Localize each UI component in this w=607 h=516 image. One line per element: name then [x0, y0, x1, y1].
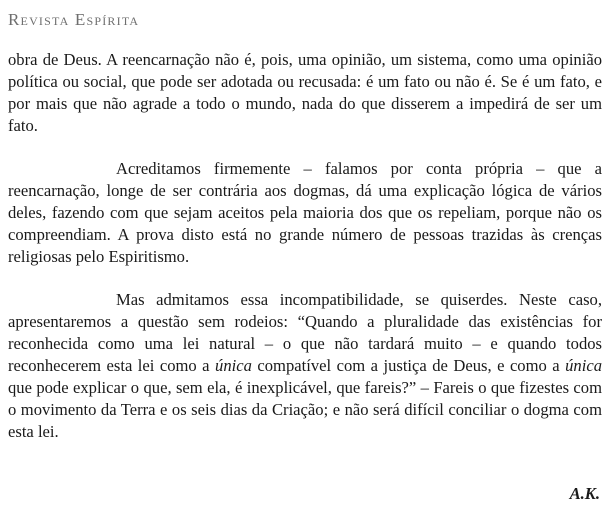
- emphasis-unica-1: única: [215, 356, 252, 375]
- paragraph-1: [8, 49, 602, 137]
- paragraph-2-text: Acreditamos firmemente – falamos por conta própria – que a reencarnação, longe de ser contrária aos dogmas, dá uma explicação lógica de vários deles, fazendo com que sejam aceitos pela maioria dos que os repeliam, porque não os compreendiam. A prova disto está no grande número de pessoas trazidas às crenças religiosas pelo Espiritismo.: [8, 159, 602, 266]
- emphasis-unica-2: única: [565, 356, 602, 375]
- body-text: [8, 49, 602, 443]
- paragraph-3-text-c: que pode explicar o que, sem ela, é inexplicável, que fareis?” – Fareis o que fizestes com o movimento da Terra e os seis dias da Criação; e não será difícil conciliar o dogma com esta lei.: [8, 378, 602, 441]
- paragraph-3: [8, 289, 602, 443]
- paragraph-2: [8, 158, 602, 268]
- author-signature: A.K.: [569, 484, 600, 503]
- running-header: Revista Espírita: [8, 10, 140, 29]
- paragraph-3-text-a: Mas admitamos essa incompatibilidade, se quiserdes. Neste caso, apresentaremos a questão sem rodeios: “Quando a pluralidade das existências for reconhecida como uma lei natural – o que não tardará muito – e quando todos reconhecerem esta lei como a: [8, 290, 602, 375]
- paragraph-1-text: obra de Deus. A reencarnação não é, pois, uma opinião, um sistema, como uma opinião política ou social, que pode ser adotada ou recusada: é um fato ou não é. Se é um fato, e por mais que não agrade a todo o mundo, nada do que disserem a impedirá de ser um fato.: [8, 50, 602, 135]
- paragraph-3-text-b: compatível com a justiça de Deus, e como a: [251, 356, 566, 375]
